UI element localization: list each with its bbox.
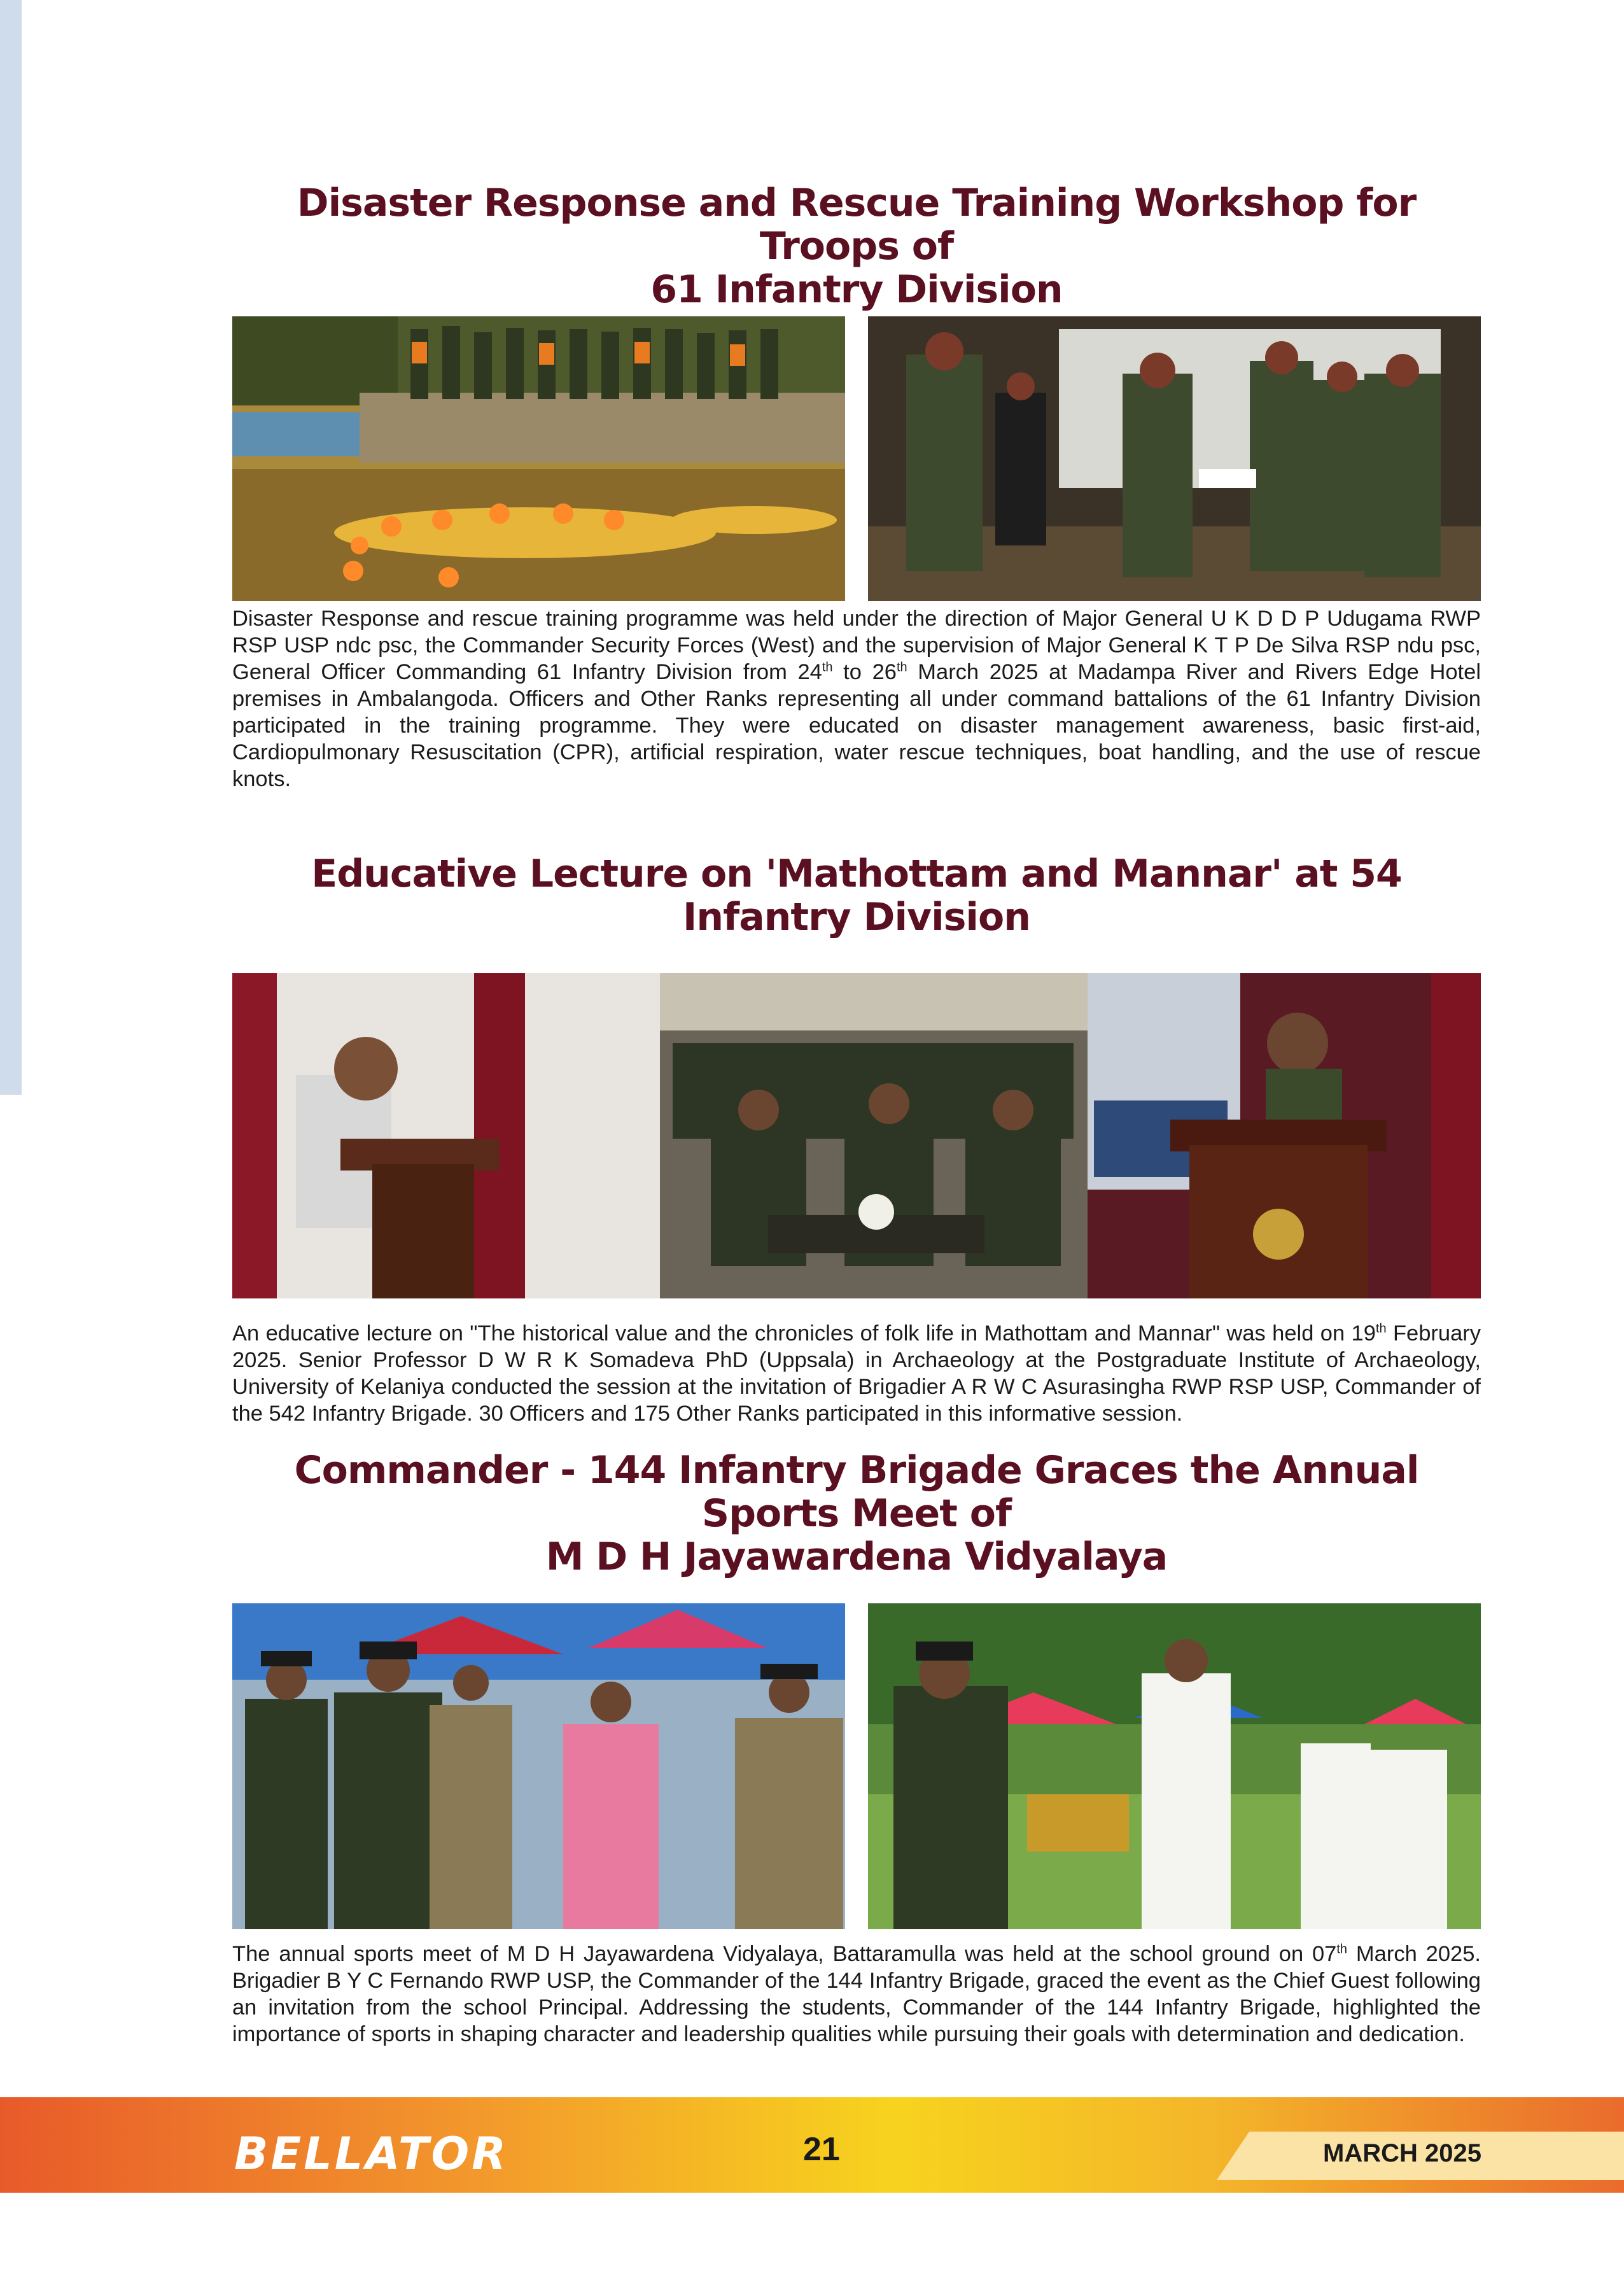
- chief-guest-arrival-photo: [232, 1603, 845, 1929]
- article-2-title: Educative Lecture on 'Mathottam and Mannar' at 54 Infantry Division: [311, 852, 1402, 939]
- page-footer: [0, 2097, 1624, 2193]
- magazine-brand: BELLATOR: [234, 2128, 509, 2180]
- article-disaster-response: [232, 181, 1481, 792]
- article-sports-meet: [232, 1449, 1481, 2048]
- article-1-photos: [232, 316, 1481, 601]
- article-1-title: Disaster Response and Rescue Training Workshop for Troops of 61 Infantry Division: [297, 181, 1417, 312]
- article-3-title: Commander - 144 Infantry Brigade Graces the Annual Sports Meet of M D H Jayawardena Vidyalaya: [294, 1448, 1419, 1579]
- side-accent-bar: [0, 0, 22, 1095]
- award-presentation-student-photo: [868, 1603, 1481, 1929]
- article-3-body: The annual sports meet of M D H Jayawardena Vidyalaya, Battaramulla was held at the school ground on 07th March 2025. Brigadier B Y C Fernando RWP USP, the Commander of the 144 Infantry Brigade, graced the event as the Chief Guest following an invitation from the school Principal. Addressing the students, Commander of the 144 Infantry Brigade, highlighted the importance of sports in shaping character and leadership qualities while pursuing their goals with determination and dedication.: [232, 1942, 1481, 2046]
- river-rescue-training-photo: [232, 316, 845, 601]
- issue-date: MARCH 2025: [1323, 2139, 1481, 2167]
- page-number: 21: [803, 2131, 840, 2168]
- article-3-photos: [232, 1603, 1481, 1929]
- article-educative-lecture: [232, 852, 1481, 1427]
- lecturer-at-podium-photo: [232, 973, 660, 1298]
- article-2-photos: [232, 973, 1481, 1298]
- article-1-body: Disaster Response and rescue training programme was held under the direction of Major General U K D D P Udugama RWP RSP USP ndc psc, the Commander Security Forces (West) and the supervision of Major General K T P De Silva RSP ndu psc, General Officer Commanding 61 Infantry Division from 24th to 26th March 2025 at Madampa River and Rivers Edge Hotel premises in Ambalangoda. Officers and Other Ranks representing all under command battalions of the 61 Infantry Division participated in the training programme. They were educated on disaster management awareness, basic first-aid, Cardiopulmonary Resuscitation (CPR), artificial respiration, water rescue techniques, boat handling, and the use of rescue knots.: [232, 607, 1481, 791]
- audience-seated-officers-photo: [660, 973, 1088, 1298]
- officer-speaking-podium-photo: [1088, 973, 1481, 1298]
- article-2-body: An educative lecture on "The historical value and the chronicles of folk life in Mathottam and Mannar" was held on 19th February 2025. Senior Professor D W R K Somadeva PhD (Uppsala) in Archaeology at the Postgraduate Institute of Archaeology, University of Kelaniya conducted the session at the invitation of Brigadier A R W C Asurasingha RWP RSP USP, Commander of the 542 Infantry Brigade. 30 Officers and 175 Other Ranks participated in this informative session.: [232, 1321, 1481, 1426]
- certificate-presentation-photo: [868, 316, 1481, 601]
